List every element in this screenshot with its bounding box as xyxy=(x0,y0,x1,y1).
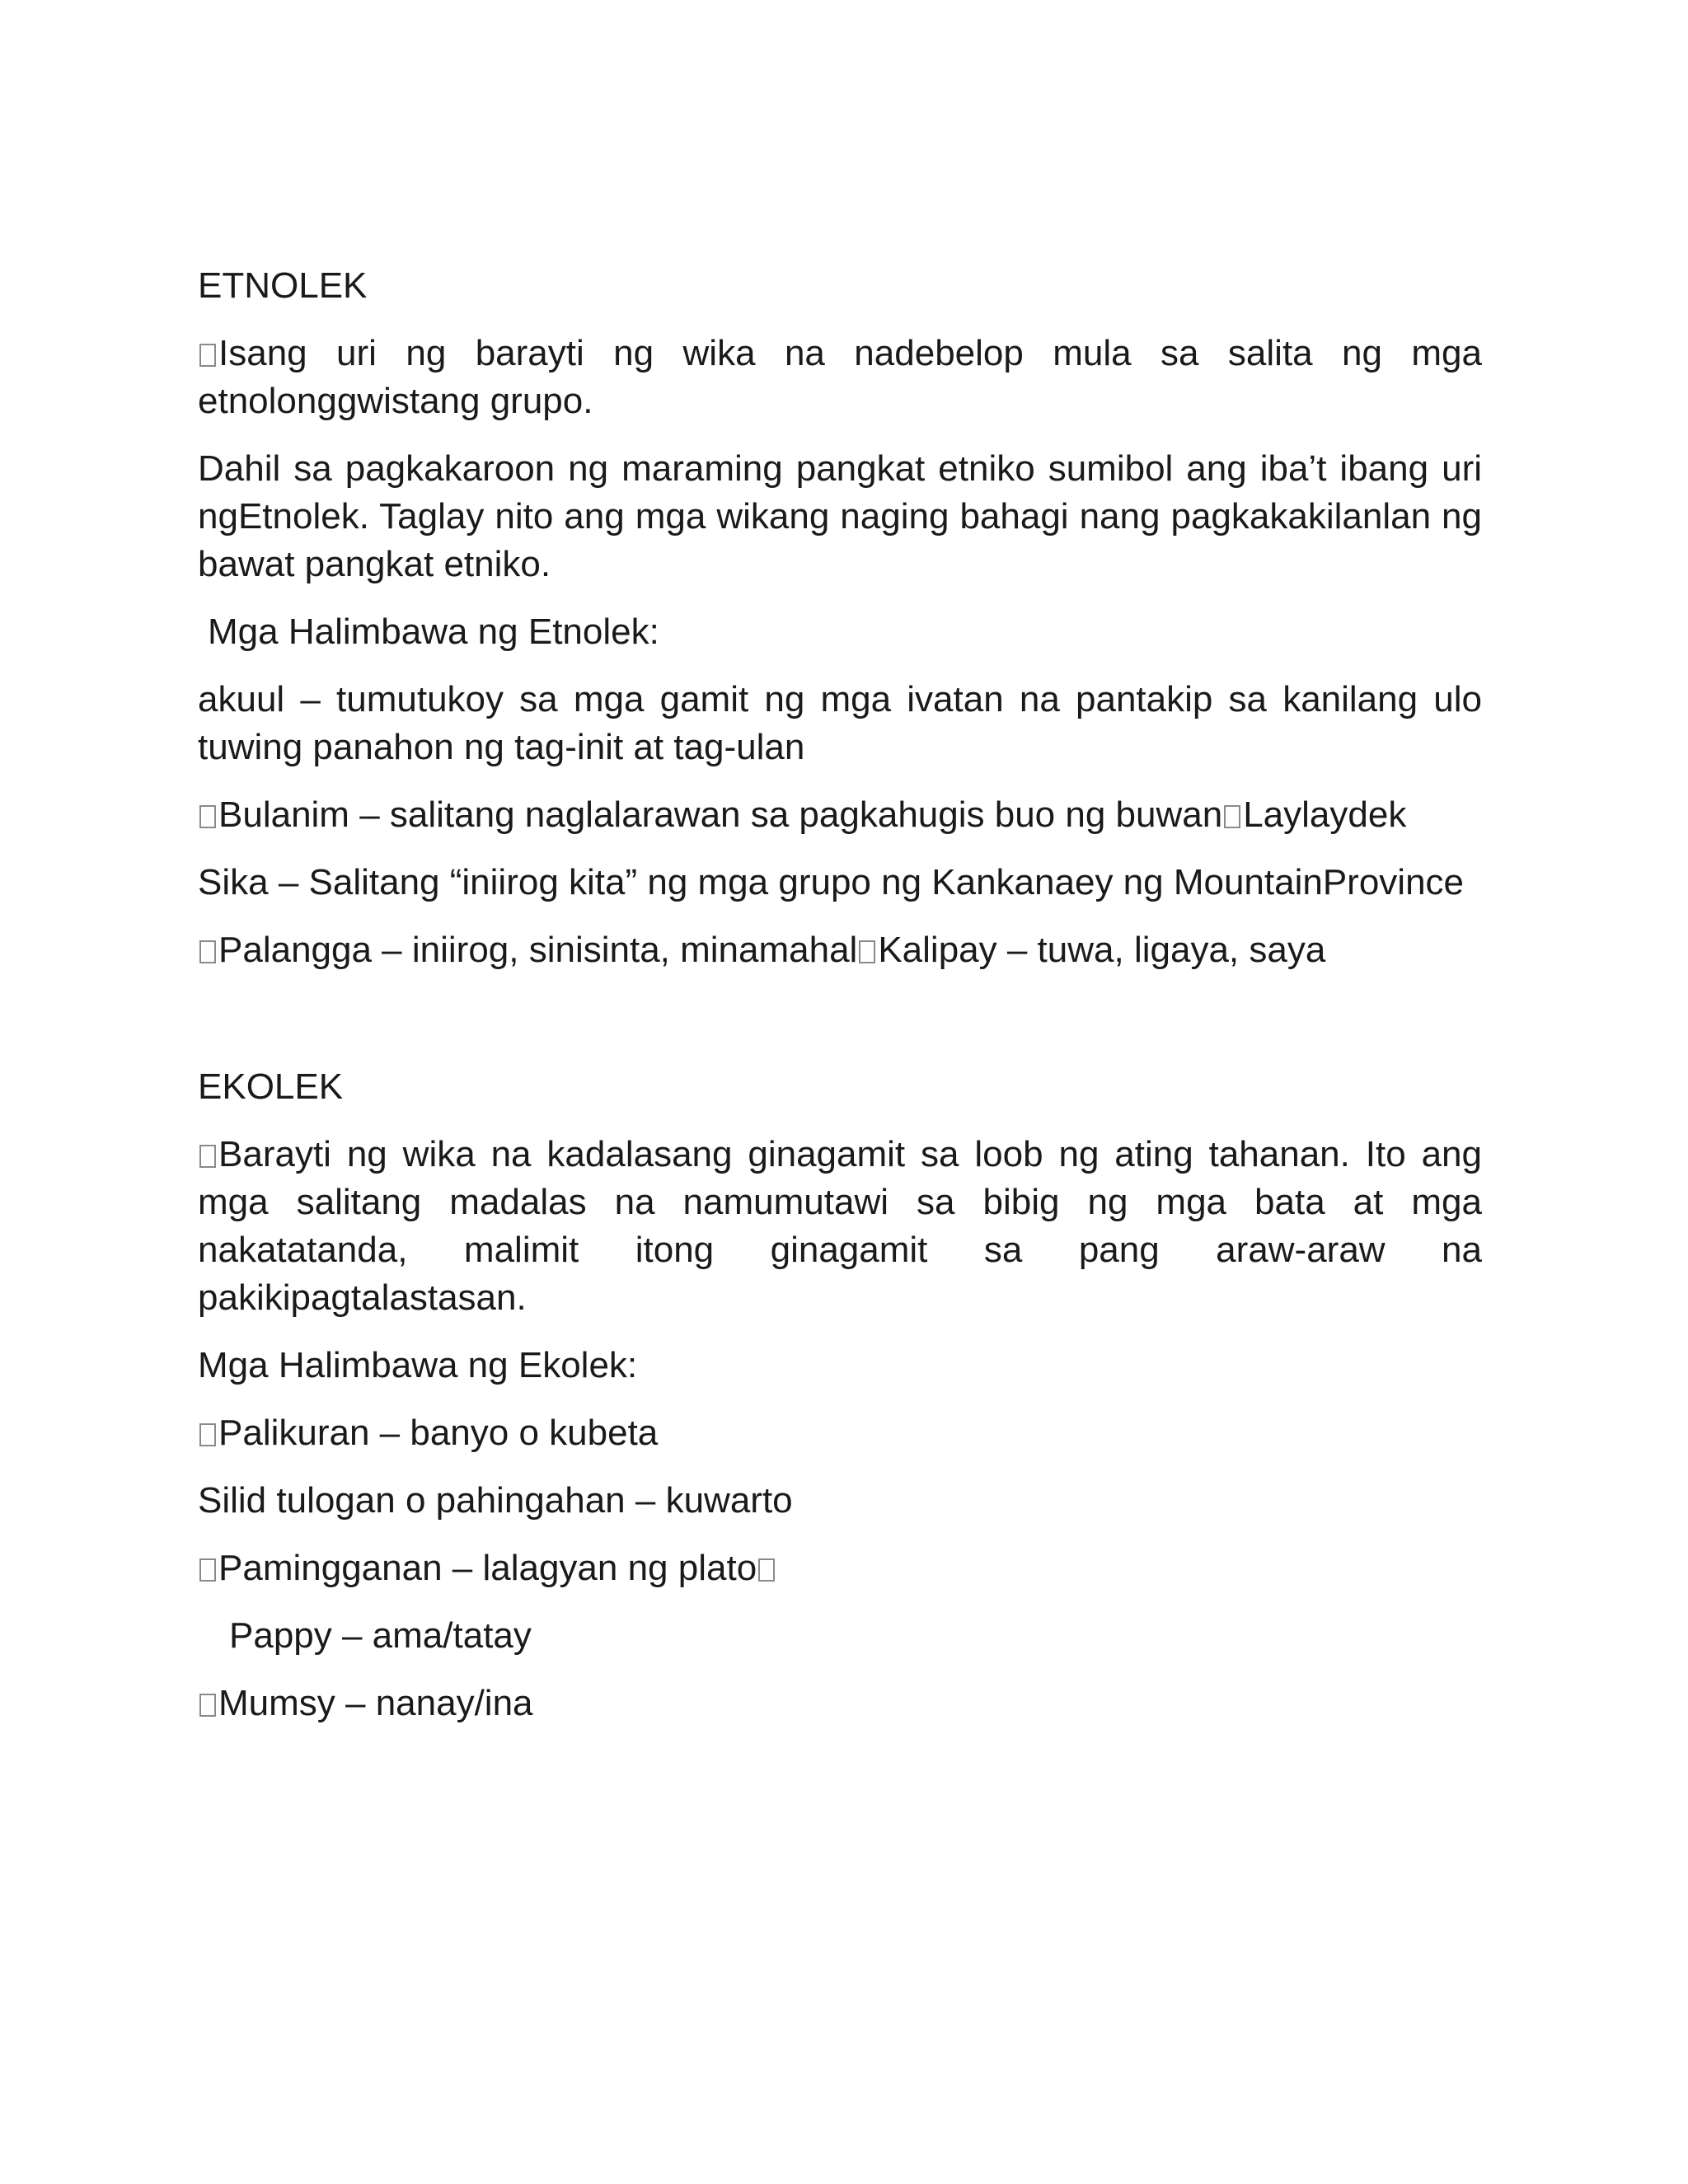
ekolek-example-palikuran: Palikuran – banyo o kubeta xyxy=(198,1409,1482,1457)
bullet-box-icon xyxy=(199,805,216,828)
bullet-box-icon xyxy=(199,1694,216,1717)
etnolek-example-akuul: akuul – tumutukoy sa mga gamit ng mga ivatan na pantakip sa kanilang ulo tuwing panahon ng tag-init at tag-ulan xyxy=(198,679,1482,767)
ekolek-example-pamingganan: Pamingganan – lalagyan ng plato xyxy=(198,1544,1482,1592)
bullet-box-icon xyxy=(199,940,216,963)
bullet-box-icon xyxy=(199,1558,216,1582)
bullet-box-icon xyxy=(199,1145,216,1168)
etnolek-heading: ETNOLEK xyxy=(198,265,368,306)
etnolek-definition: Isang uri ng barayti ng wika na nadebelop mula sa salita ng mga etnolonggwistang grupo. xyxy=(198,333,1482,421)
etnolek-example-bulanim: Bulanim – salitang naglalarawan sa pagkahugis buo ng buwan Laylaydek xyxy=(198,791,1482,839)
ekolek-definition: Barayti ng wika na kadalasang ginagamit sa loob ng ating tahanan. Ito ang mga salitang madalas na namumutawi sa bibig ng mga bata at mga nakatatanda, malimit itong ginagamit sa pang araw-araw na pakikipagtalastasan. xyxy=(198,1134,1482,1318)
bullet-box-icon xyxy=(1224,805,1240,828)
etnolek-example-palangga: Palangga – iniirog, sinisinta, minamahal Kalipay – tuwa, ligaya, saya xyxy=(198,926,1482,974)
etnolek-paragraph: Dahil sa pagkakaroon ng maraming pangkat etniko sumibol ang iba’t ibang uri ngEtnolek. Taglay nito ang mga wikang naging bahagi nang pagkakakilanlan ng bawat pangkat etniko. xyxy=(198,448,1482,584)
bullet-box-icon xyxy=(199,344,216,367)
ekolek-example-mumsy: Mumsy – nanay/ina xyxy=(198,1680,1482,1727)
document-page xyxy=(198,262,1482,1727)
etnolek-example-sika: Sika – Salitang “iniirog kita” ng mga grupo ng Kankanaey ng MountainProvince xyxy=(198,862,1465,902)
ekolek-heading: EKOLEK xyxy=(198,1066,344,1107)
ekolek-examples-title: Mga Halimbawa ng Ekolek: xyxy=(198,1345,638,1385)
bullet-box-icon xyxy=(758,1558,775,1582)
ekolek-example-pappy: Pappy – ama/tatay xyxy=(229,1615,532,1656)
ekolek-example-silid: Silid tulogan o pahingahan – kuwarto xyxy=(198,1480,793,1521)
bullet-box-icon xyxy=(199,1423,216,1446)
etnolek-examples-title: Mga Halimbawa ng Etnolek: xyxy=(208,612,659,652)
bullet-box-icon xyxy=(859,940,875,963)
